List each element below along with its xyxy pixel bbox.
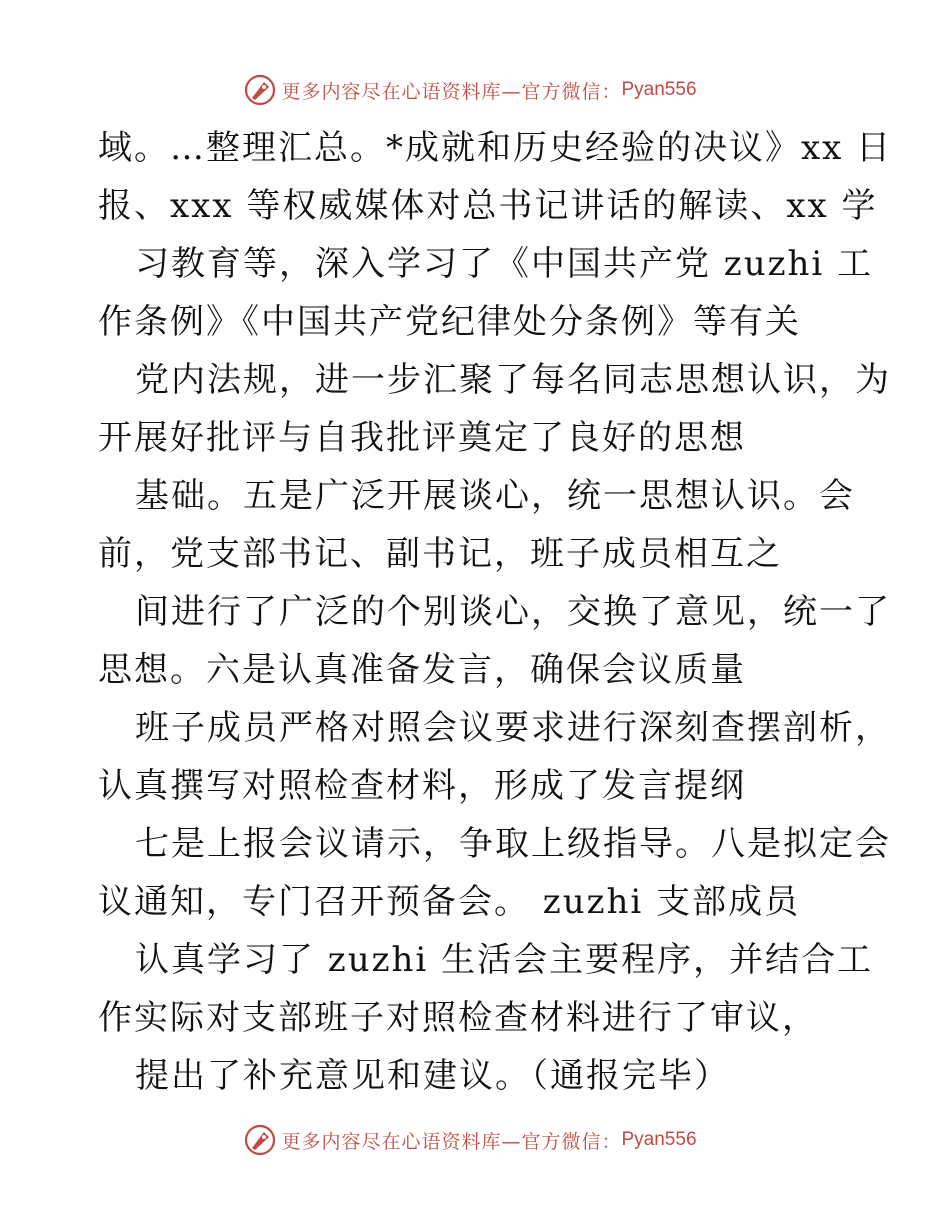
header-banner <box>0 70 950 110</box>
text-line: 开展好批评与自我批评奠定了良好的思想 <box>98 418 746 458</box>
text-line: 七是上报会议请示，争取上级指导。八是拟定会 <box>135 824 891 864</box>
footer-wechat-handle: Pyan556 <box>621 1129 697 1150</box>
footer-banner-text: 更多内容尽在心语资料库—官方微信： <box>281 1130 622 1153</box>
header-wechat-handle: Pyan556 <box>621 79 697 100</box>
text-line: 习教育等，深入学习了《中国共产党 zuzhi 工 <box>135 244 874 284</box>
text-line: 作条例》《中国共产党纪律处分条例》等有关 <box>98 302 801 342</box>
pen-nib-logo-icon <box>243 73 277 107</box>
text-line: 思想。六是认真准备发言，确保会议质量 <box>98 650 746 690</box>
text-line: 间进行了广泛的个别谈心，交换了意见，统一了 <box>135 592 891 632</box>
text-line: 党内法规，进一步汇聚了每名同志思想认识，为 <box>135 360 891 400</box>
text-line: 认真撰写对照检查材料，形成了发言提纲 <box>98 766 746 806</box>
text-line: 基础。五是广泛开展谈心，统一思想认识。会 <box>135 476 855 516</box>
header-banner-text: 更多内容尽在心语资料库—官方微信： <box>281 80 622 103</box>
text-line: 前，党支部书记、副书记，班子成员相互之 <box>98 534 782 574</box>
text-line: 认真学习了 zuzhi 生活会主要程序，并结合工 <box>135 940 874 980</box>
text-line: 域。…整理汇总。*成就和历史经验的决议》xx 日 <box>98 128 893 168</box>
text-line: 作实际对支部班子对照检查材料进行了审议， <box>98 998 818 1038</box>
text-line: 议通知，专门召开预备会。 zuzhi 支部成员 <box>98 882 801 922</box>
text-line: 报、xxx 等权威媒体对总书记讲话的解读、xx 学 <box>98 186 878 226</box>
text-line: 提出了补充意见和建议。（通报完毕） <box>135 1056 730 1096</box>
footer-banner <box>0 1120 950 1160</box>
pen-nib-logo-icon <box>243 1123 277 1157</box>
text-line: 班子成员严格对照会议要求进行深刻查摆剖析， <box>135 708 891 748</box>
